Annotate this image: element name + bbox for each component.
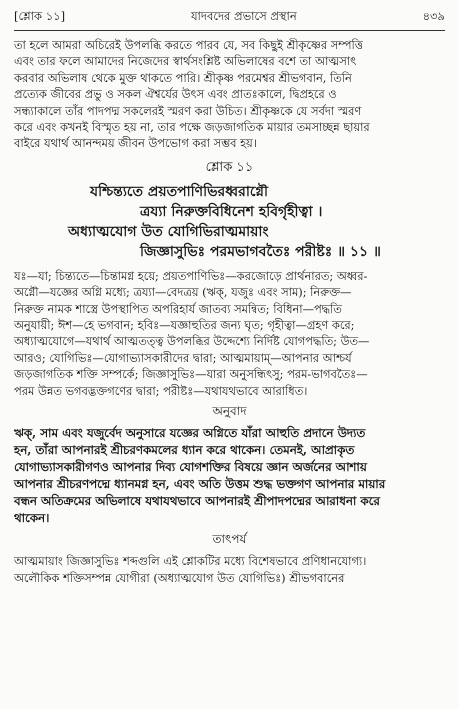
purport-line: অলৌকিক শক্তিসম্পন্ন যোগীরা (অধ্যাত্মযোগ উত যোগিভিঃ) শ্রীভগবানের [14, 570, 345, 585]
purport-title: তাৎপর্য [212, 532, 247, 547]
header-chapter-title: যাদবদের প্রভাসে প্রস্থান [190, 9, 297, 23]
translation-line: আপনার শ্রীচরণপদ্মে ধ্যানমগ্ন হন, এবং অতি উত্তম শুদ্ধ ভক্তগণ আপনার মায়ার [14, 477, 386, 492]
verse-block [14, 182, 445, 262]
purport-section [14, 553, 445, 586]
header-divider [14, 30, 445, 31]
synonyms-section [14, 268, 445, 399]
intro-line: সন্ধ্যাকালে তাঁর পাদপদ্ম সকলেরই স্মরণ করা উচিত। শ্রীকৃষ্ণকে যে সর্বদা স্মরণ [14, 103, 362, 118]
intro-line: তা হলে আমরা অচিরেই উপলব্ধি করতে পারব যে, সব কিছুই শ্রীকৃষ্ণের সম্পত্তি [14, 38, 363, 52]
intro-line: প্রত্যেক জীবের প্রভু ও সকল ঐশ্বর্যের উৎস এবং প্রাতঃকালে, দ্বিপ্রহরে ও [14, 87, 337, 102]
synonyms-line: অনুযায়ী; ঈশ—হে ভগবান; হবিঃ—যজ্ঞাহুতির জন্য ঘৃত; গৃহীত্বা—গ্রহণ করে; [14, 318, 355, 333]
translation-line: থাকেন। [14, 511, 50, 526]
verse-line: অধ্যাত্মযোগ উত যোগিভিরাত্মমায়াং [68, 223, 269, 240]
synonyms-line: যঃ—যা; চিন্ত্যতে—চিন্তামগ্ন হয়ে; প্রয়তপাণিভিঃ—করজোড়ে প্রার্থনারত; অধ্বর- [14, 268, 368, 283]
page-header [14, 8, 445, 28]
translation-line: বন্ধন অতিক্রমের অভিলাষে যথাযথভাবে আপনারই শ্রীপাদপদ্মের আরাধনা করে [14, 494, 380, 509]
purport-line: আত্মমায়াং জিজ্ঞাসুভিঃ শব্দগুলি এই শ্লোকটির মধ্যে বিশেষভাবে প্রণিধানযোগ্য। [14, 554, 367, 569]
synonyms-line: নিরুক্ত নামক শাস্ত্রে উপস্থাপিত অপরিহার্য জাতব্য সমন্বিত; বিধিনা—পদ্ধতি [14, 301, 342, 316]
translation-line: ঋক্, সাম এবং যজুর্বেদ অনুসারে যজ্ঞের অগ্নিতে যাঁরা আহুতি প্রদানে উদ্যত [14, 426, 366, 441]
synonyms-line: অধ্যাত্মযোগে—যথার্থ আত্মতত্ত্ব উপলব্ধির উদ্দেশ্যে নির্দিষ্ট যোগপদ্ধতি; উত— [14, 334, 370, 349]
translation-title: অনুবাদ [212, 404, 247, 419]
intro-line: বাইরে যথার্থ আনন্দময় জীবন উপভোগ করা সম্ভব হয়। [14, 136, 257, 151]
header-verse-ref: [শ্লোক ১১] [14, 9, 66, 23]
synonyms-line: অগ্নৌ—যজ্ঞের অগ্নি মধ্যে; ত্রয্যা—বেদত্রয় (ঋক্, যজুঃ এবং সাম); নিরুক্ত— [14, 285, 352, 300]
intro-line: করে এবং কখনই বিস্মৃত হয় না, তার পক্ষে জড়জাগতিক মায়ার তমসাচ্ছন্ন ছায়ার [14, 120, 370, 135]
translation-section [14, 425, 445, 527]
intro-line: করবার অভিলাষ থেকে মুক্ত থাকতে পারি। শ্রীকৃষ্ণ পরমেশ্বর শ্রীভগবান, তিনি [14, 70, 352, 85]
intro-paragraph [14, 37, 445, 152]
translation-line: হন, তাঁরা আপনারই শ্রীচরণকমলের ধ্যান করে থাকেন। তেমনই, আপ্রাকৃত [14, 443, 355, 458]
synonyms-line: পরম উন্নত ভগবদ্ভক্তগণের দ্বারা; পরীষ্টঃ—যথাযথভাবে আরাধিত। [14, 383, 308, 398]
verse-line: ত্রয্যা নিরুক্তবিধিনেশ হবির্গৃহীত্বা । [140, 203, 323, 220]
synonyms-line: আরও; যোগিভিঃ—যোগাভ্যাসকারীদের দ্বারা; আত্মমায়াম্—আপনার আশ্চর্য [14, 350, 352, 365]
header-page-number: ৪৩৯ [422, 9, 445, 23]
verse-label: শ্লোক ১১ [205, 159, 254, 175]
verse-line: জিজ্ঞাসুভিঃ পরমভাগবতৈঃ পরীষ্টঃ ॥ ১১ ॥ [140, 243, 381, 260]
verse-line: যশ্চিন্ত্যতে প্রয়তপাণিভিরধ্বরাগ্নৌ [90, 183, 268, 200]
synonyms-line: জড়জাগতিক শক্তি সম্পর্কে; জিজ্ঞাসুভিঃ—যারা অনুসন্ধিৎসু; পরম-ভাগবতৈঃ— [14, 367, 368, 382]
intro-line: এবং তার ফলে আমাদের নিজেদের স্বার্থসংশ্লিষ্ট অভিলাষের বশে তা আত্মসাৎ [14, 54, 357, 69]
translation-line: যোগাভ্যাসকারীগণও আপনার দিব্য যোগশক্তির বিষয়ে জ্ঞান অর্জনের আশায় [14, 460, 367, 475]
